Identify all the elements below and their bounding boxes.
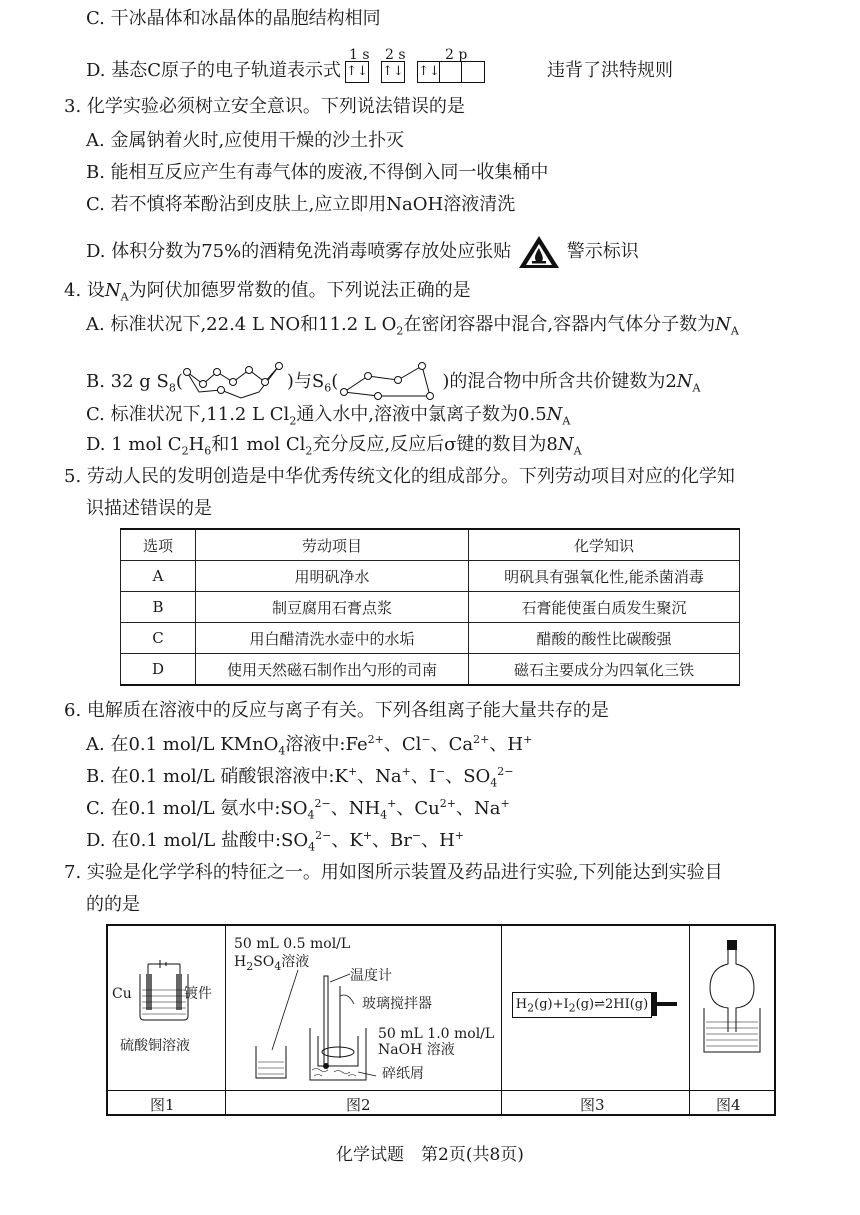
q3-option-d-text: D. 体积分数为75%的酒精免洗消毒喷雾存放处应张贴 <box>86 241 512 262</box>
q4-option-d-mid: 和1 mol Cl <box>211 434 306 455</box>
s8-ring-structure <box>183 362 287 402</box>
flammable-warning-icon <box>517 234 561 270</box>
q4-option-b-mid: 与S <box>293 371 325 392</box>
syringe-plunger-icon <box>650 990 680 1018</box>
table-header: 化学知识 <box>469 529 740 561</box>
q4-option-b-tail: 的混合物中所含共价键数为2 <box>449 371 677 392</box>
q7-stem-line2: 的的是 <box>86 894 140 915</box>
orbital-label-2s: 2 s <box>385 47 406 63</box>
q4-stem-post: 为阿伏加德罗常数的值。下列说法正确的是 <box>128 280 471 301</box>
table-cell: B <box>121 592 196 623</box>
table-cell: A <box>121 561 196 592</box>
q3-option-c: C. 若不慎将苯酚沾到皮肤上,应立即用NaOH溶液清洗 <box>86 194 516 215</box>
fig2-base-label: 50 mL 1.0 mol/L <box>378 1026 495 1042</box>
fig1-solution-label: 硫酸铜溶液 <box>120 1038 190 1054</box>
table-row <box>121 561 740 592</box>
fig1-cu-label: Cu <box>112 986 132 1002</box>
q5-stem-line1: 5. 劳动人民的发明创造是中华优秀传统文化的组成部分。下列劳动项目对应的化学知 <box>64 466 735 487</box>
fig2-thermometer-label: 温度计 <box>350 968 392 984</box>
table-cell: D <box>121 654 196 686</box>
orbital-label-2p: 2 p <box>445 47 468 63</box>
fig3-cell <box>502 926 690 1116</box>
q3-option-a: A. 金属钠着火时,应使用干燥的沙土扑灭 <box>86 130 405 151</box>
orbital-box-2s: ↑↓ <box>381 61 405 83</box>
fig2-base-solution: NaOH 溶液 <box>378 1042 455 1058</box>
table-cell: 用明矾净水 <box>196 561 469 592</box>
q6-stem: 6. 电解质在溶液中的反应与离子有关。下列各组离子能大量共存的是 <box>64 700 609 721</box>
table-header-row <box>121 529 740 561</box>
table-row <box>121 592 740 623</box>
q4-option-a-text: A. 标准状况下,22.4 L NO和11.2 L O <box>86 314 397 335</box>
fig4-caption: 图4 <box>716 1096 741 1114</box>
q3-stem: 3. 化学实验必须树立安全意识。下列说法错误的是 <box>64 96 465 117</box>
flask-beaker-apparatus-icon <box>700 938 764 1056</box>
q5-stem-line2: 识描述错误的是 <box>86 498 212 519</box>
q3-option-d-tail: 警示标识 <box>566 241 639 262</box>
orbital-box-1s: ↑↓ <box>345 61 369 83</box>
q6-option-c: C. 在0.1 mol/L 氨水中$:SO_4^{2-}$、$NH_4^+$、$Cu^{2+}$、Na+ <box>86 797 510 822</box>
q2-option-d <box>86 47 674 84</box>
q2-option-c: C. 干冰晶体和冰晶体的晶胞结构相同 <box>86 8 381 29</box>
q6-option-a: A. 在0.1 mol/L KMnO$_4$溶液中$:Fe^{2+}$、Cl−、$Ca^{2+}$、H+ <box>86 733 533 758</box>
orbital-label-1s: 1 s <box>349 47 370 63</box>
calorimeter-apparatus-icon <box>250 966 380 1084</box>
fig2-caption: 图2 <box>346 1096 371 1114</box>
q4-option-d-tail: 充分反应,反应后σ键的数目为8 <box>312 434 558 455</box>
fig1-plate-label: 镀件 <box>184 986 212 1002</box>
table-row <box>121 654 740 686</box>
table-header: 选项 <box>121 529 196 561</box>
fig1-caption: 图1 <box>150 1096 175 1114</box>
fig2-acid-label: 50 mL 0.5 mol/L <box>234 936 351 952</box>
q4-option-c-text: C. 标准状况下,11.2 L Cl <box>86 404 290 425</box>
q4-stem: 4. 设$N_A$为阿伏加德罗常数的值。下列说法正确的是 <box>64 280 471 304</box>
q3-option-b: B. 能相互反应产生有毒气体的废液,不得倒入同一收集桶中 <box>86 162 549 183</box>
table-cell: 石膏能使蛋白质发生聚沉 <box>469 592 740 623</box>
q2-option-d-text: D. 基态C原子的电子轨道表示式 <box>86 60 342 81</box>
fig2-stirrer-label: 玻璃搅拌器 <box>362 996 432 1012</box>
q4-option-b-text: B. 32 g S <box>86 371 169 392</box>
table-cell: 醋酸的酸性比碳酸强 <box>469 623 740 654</box>
table-header: 劳动项目 <box>196 529 469 561</box>
table-cell: 用白醋清洗水壶中的水垢 <box>196 623 469 654</box>
q4-option-b: B. 32 g $S_8$( )与$S_6$( )的混合物中所含共价键数为$2N_A$ <box>86 362 701 402</box>
q4-option-a-tail: 在密闭容器中混合,容器内气体分子数为 <box>403 314 716 335</box>
s6-ring-structure <box>338 362 442 402</box>
table-cell: C <box>121 623 196 654</box>
table-cell: 明矾具有强氧化性,能杀菌消毒 <box>469 561 740 592</box>
q6-option-d: D. 在0.1 mol/L 盐酸中$:SO_4^{2-}$、K+、Br−、H+ <box>86 829 465 854</box>
fig2-paper-label: 碎纸屑 <box>382 1066 424 1082</box>
q3-option-d <box>86 234 639 270</box>
q7-stem-line1: 7. 实验是化学学科的特征之一。用如图所示装置及药品进行实验,下列能达到实验目 <box>64 862 723 883</box>
table-cell: 使用天然磁石制作出勺形的司南 <box>196 654 469 686</box>
q4-option-c: C. 标准状况下,11.2 L $Cl_2$通入水中,溶液中氯离子数为$0.5N_A$ <box>86 404 571 428</box>
fig2-acid-solution-text: 溶液 <box>281 954 310 970</box>
q4-option-c-tail: 通入水中,溶液中氯离子数为0.5 <box>296 404 547 425</box>
q4-option-d: D. 1 mol $C_2H_6$和1 mol $Cl_2$充分反应,反应后σ键的数目为$8N_A$ <box>86 434 582 458</box>
orbital-diagram: 1 s 2 s 2 p ↑↓ ↑↓ ↑↓ <box>341 58 547 84</box>
fig2-acid-solution: $H_2SO_4$溶液 <box>234 954 310 973</box>
q5-table <box>120 528 740 686</box>
q4-option-a: A. 标准状况下,22.4 L NO和11.2 L $O_2$在密闭容器中混合,容器内气体分子数为$N_A$ <box>86 314 739 338</box>
fig3-caption: 图3 <box>580 1096 605 1114</box>
q4-option-d-text: D. 1 mol C <box>86 434 182 455</box>
q4-stem-pre: 4. 设 <box>64 280 105 301</box>
page-footer: 化学试题 第2页(共8页) <box>336 1145 524 1165</box>
q6-option-b: B. 在0.1 mol/L 硝酸银溶液中:K+、Na+、I−、$SO_4^{2-}$ <box>86 765 514 790</box>
q2-option-d-tail: 违背了洪特规则 <box>547 60 674 81</box>
table-cell: 制豆腐用石膏点浆 <box>196 592 469 623</box>
table-cell: 磁石主要成分为四氧化三铁 <box>469 654 740 686</box>
figure-caption-row <box>108 1090 774 1117</box>
table-row <box>121 623 740 654</box>
fig3-equilibrium-equation: $H_2(g)+I_2(g)\rightleftharpoons 2HI(g)$ <box>512 992 652 1018</box>
